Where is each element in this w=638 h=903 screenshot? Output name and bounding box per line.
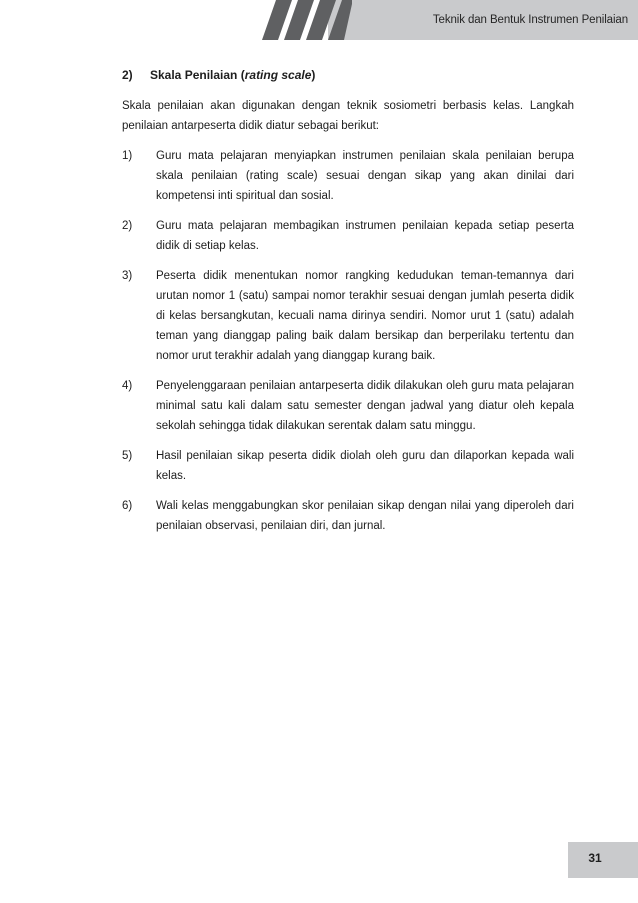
steps-list — [122, 146, 574, 536]
list-item-text: Guru mata pelajaran menyiapkan instrumen penilaian skala penilaian berupa skala penilaian (rating scale) sesuai dengan sikap yang akan dinilai dari kompetensi inti spiritual dan sosial. — [156, 150, 574, 202]
list-item-number: 4) — [122, 380, 133, 392]
list-item-number: 1) — [122, 150, 133, 162]
section-number: 2) — [122, 68, 133, 82]
list-item-number: 2) — [122, 220, 133, 232]
list-item-text: Guru mata pelajaran membagikan instrumen penilaian kepada setiap peserta didik di setiap kelas. — [156, 220, 574, 252]
section-title-end: ) — [311, 68, 316, 82]
list-item — [122, 446, 574, 486]
header-stripes-decoration — [262, 0, 352, 40]
list-item — [122, 496, 574, 536]
page-content — [122, 66, 574, 546]
list-item — [122, 216, 574, 256]
page-number: 31 — [588, 851, 602, 865]
list-item — [122, 146, 574, 206]
section-title: Skala Penilaian ( — [150, 68, 245, 82]
list-item — [122, 376, 574, 436]
intro-paragraph: Skala penilaian akan digunakan dengan teknik sosiometri berbasis kelas. Langkah penilaian antarpeserta didik diatur sebagai berikut: — [122, 100, 574, 132]
list-item-number: 5) — [122, 450, 133, 462]
list-item-text: Penyelenggaraan penilaian antarpeserta didik dilakukan oleh guru mata pelajaran minimal satu kali dalam satu semester dengan jadwal yang diatur oleh kepala sekolah sehingga tidak dilakukan serentak dalam satu minggu. — [156, 380, 574, 432]
list-item-number: 3) — [122, 270, 133, 282]
list-item-text: Hasil penilaian sikap peserta didik diolah oleh guru dan dilaporkan kepada wali kelas. — [156, 450, 574, 482]
running-title: Teknik dan Bentuk Instrumen Penilaian — [432, 14, 628, 26]
list-item-text: Peserta didik menentukan nomor rangking kedudukan teman-temannya dari urutan nomor 1 (satu) sampai nomor terakhir sesuai dengan jumlah peserta didik di kelas bersangkutan, kecuali nama dirinya sendiri. Nomor urut 1 (satu) adalah teman yang dianggap paling baik dalam bersikap dan berperilaku tertentu dan nomor urut terakhir adalah yang dianggap kurang baik. — [156, 270, 574, 362]
list-item-text: Wali kelas menggabungkan skor penilaian sikap dengan nilai yang diperoleh dari penilaian observasi, penilaian diri, dan jurnal. — [156, 500, 574, 532]
list-item — [122, 266, 574, 366]
section-heading — [122, 66, 574, 84]
section-title-italic: rating scale — [244, 68, 312, 82]
list-item-number: 6) — [122, 500, 133, 512]
